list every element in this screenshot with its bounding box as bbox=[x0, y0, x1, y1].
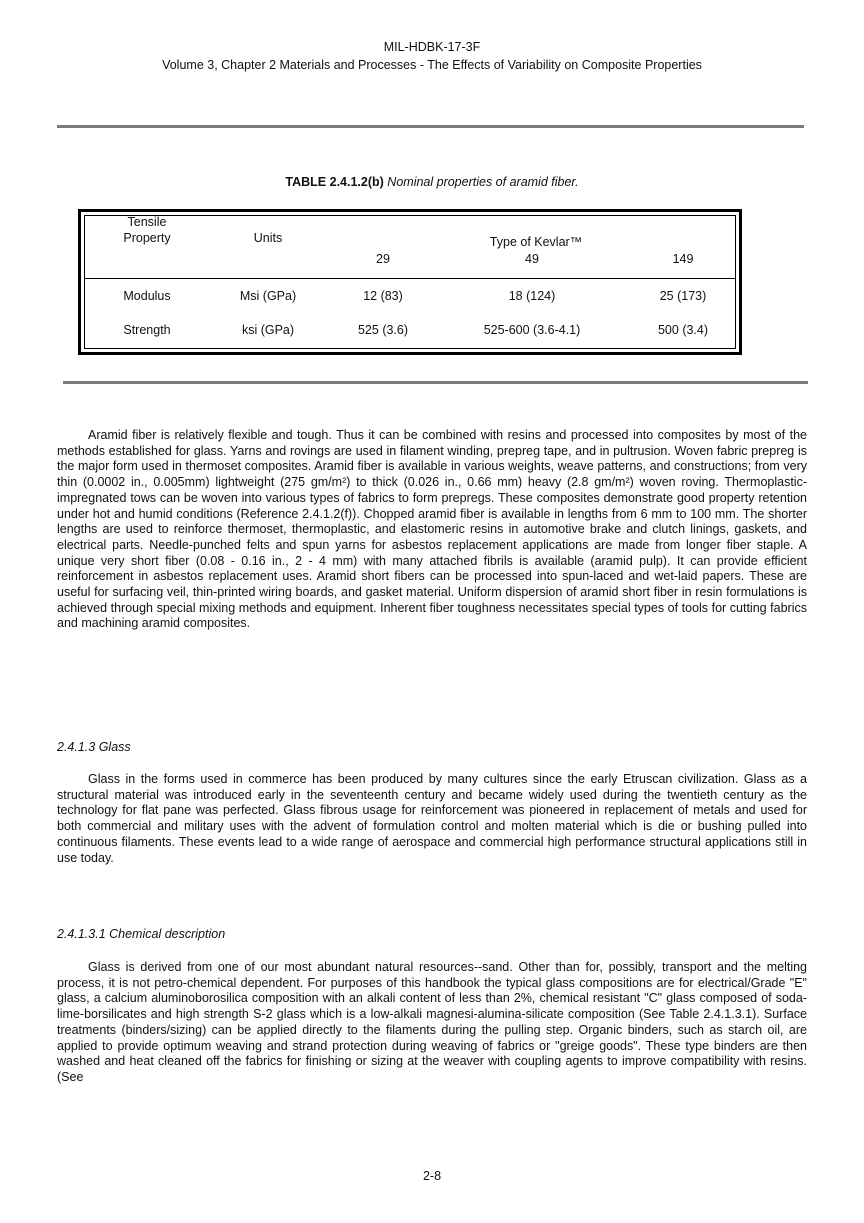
header-units: Units bbox=[253, 231, 283, 245]
row-modulus-149: 25 (173) bbox=[659, 289, 707, 303]
header-property-line2: Property bbox=[123, 231, 171, 245]
section-heading-glass: 2.4.1.3 Glass bbox=[57, 740, 131, 754]
header-property-line1: Tensile bbox=[127, 215, 167, 229]
section-heading-chemical-description: 2.4.1.3.1 Chemical description bbox=[57, 927, 226, 941]
row-strength-149: 500 (3.4) bbox=[657, 323, 709, 337]
top-rule bbox=[57, 125, 804, 128]
document-id: MIL-HDBK-17-3F bbox=[383, 40, 481, 54]
header-kevlar-type: Type of Kevlar™ bbox=[489, 235, 583, 249]
header-type-149: 149 bbox=[672, 252, 694, 266]
row-modulus-29: 12 (83) bbox=[363, 289, 403, 303]
header-divider bbox=[84, 278, 736, 279]
aramid-paragraph: Aramid fiber is relatively flexible and tough. Thus it can be combined with resins and processed into composites by most of the methods established for glass. Yarns and rovings are used in filament winding, prepreg tape, and in pultrusion. Woven fabric prepreg is the major form used in thermoset composites. Aramid fiber is available in various weights, weave patterns, and constructions; from very thin (0.0002 in., 0.005mm) lightweight (275 gm/m²) to thick (0.026 in., 0.66 mm) heavy (2.8 gm/m²) woven roving. Thermoplastic-impregnated tows can be woven into various types of fabrics to form prepregs. These composites demonstrate good property retention under hot and humid conditions (Reference 2.4.1.2(f)). Chopped aramid fiber is available in lengths from 6 mm to 100 mm. The shorter lengths are used to reinforce thermoset, thermoplastic, and elastomeric resins in automotive brake and clutch linings, gaskets, and electrical parts. Needle-punched felts and spun yarns for asbestos replacement applications are made from longer fiber staple. A unique very short fiber (0.08 - 0.16 in., 2 - 4 mm) with many attached fibrils is available (aramid pulp). It can provide efficient reinforcement in asbestos replacement uses. Aramid short fibers can be processed into spun-laced and wet-laid papers. These are useful for surfacing veil, thin-printed wiring boards, and gasket material. Uniform dispersion of aramid short fiber in resin formulations is achieved through special mixing methods and equipment. Inherent fiber toughness necessitates special types of tools for cutting fabrics and machining aramid composites. bbox=[57, 428, 807, 631]
row-modulus-units: Msi (GPa) bbox=[239, 289, 297, 303]
table-title: Nominal properties of aramid fiber. bbox=[387, 175, 579, 189]
page-number: 2-8 bbox=[422, 1169, 442, 1183]
table-bottom-rule bbox=[63, 381, 808, 384]
glass-paragraph: Glass in the forms used in commerce has been produced by many cultures since the early Etruscan civilization. Glass as a structural material was introduced early in the seventeenth century and became widely used during the twentieth century as the technology for flat pane was perfected. Glass fibrous usage for reinforcement was pioneered in replacement of metals and used for both commercial and military uses with the advent of formulation control and molten material which is die or bushing pulled into continuous filaments. These events lead to a wide range of aerospace and commercial high performance structural applications still in use today. bbox=[57, 772, 807, 865]
header-type-49: 49 bbox=[525, 252, 539, 266]
table-label: TABLE 2.4.1.2(b) bbox=[285, 175, 384, 189]
row-strength-29: 525 (3.6) bbox=[357, 323, 409, 337]
row-modulus-property: Modulus bbox=[123, 289, 171, 303]
row-strength-property: Strength bbox=[123, 323, 171, 337]
row-modulus-49: 18 (124) bbox=[508, 289, 556, 303]
header-type-29: 29 bbox=[376, 252, 390, 266]
properties-table bbox=[78, 209, 742, 355]
table-caption bbox=[0, 175, 864, 189]
chapter-subtitle: Volume 3, Chapter 2 Materials and Processes - The Effects of Variability on Composite Properties bbox=[162, 58, 702, 72]
chemical-description-paragraph: Glass is derived from one of our most abundant natural resources--sand. Other than for, possibly, transport and the melting process, it is not petro-chemical dependent. For purposes of this handbook the typical glass compositions are for electrical/Grade "E" glass, a calcium aluminoborosilica composition with an alkali content of less than 2%, chemical resistant "C" glass composed of soda-lime-borsilicates and high strength S-2 glass which is a low-alkali magnesi-alumina-silicate composition (See Table 2.4.1.3.1). Surface treatments (binders/sizing) can be applied directly to the filaments during the pulling step. Organic binders, such as starch oil, are applied to provide optimum weaving and strand protection during weaving of fabrics or "greige goods". These type binders are then washed and heat cleaned off the fabrics for finishing or sizing at the weaver with coupling agents to improve compatibility with resins. (See bbox=[57, 960, 807, 1084]
row-strength-units: ksi (GPa) bbox=[241, 323, 295, 337]
row-strength-49: 525-600 (3.6-4.1) bbox=[483, 323, 581, 337]
